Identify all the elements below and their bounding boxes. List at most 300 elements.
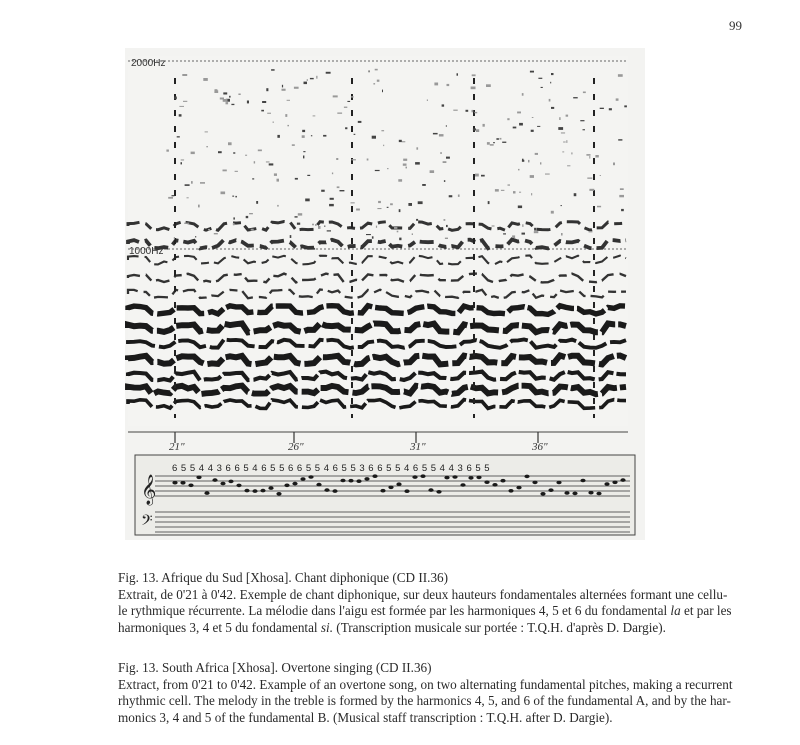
noise-speck [274,173,277,176]
noise-speck [486,84,491,87]
noise-speck [483,124,485,127]
noise-speck [168,197,173,199]
noise-speck [285,114,287,117]
note-head [300,477,305,481]
noise-speck [354,134,356,135]
noise-speck [574,193,577,196]
noise-speck [427,100,428,101]
noise-speck [277,135,280,138]
noise-speck [246,216,249,218]
noise-speck [528,160,530,163]
noise-speck [550,82,551,84]
noise-speck [613,163,615,166]
noise-speck [327,230,331,231]
noise-speck [472,110,474,112]
noise-speck [321,190,325,192]
noise-speck [198,205,200,208]
noise-speck [315,224,317,226]
note-head [596,492,601,496]
noise-speck [518,206,522,209]
noise-speck [166,150,169,152]
noise-speck [277,205,279,207]
noise-speck [179,106,184,107]
noise-speck [540,162,541,164]
noise-speck [541,87,543,88]
noise-speck [179,114,182,116]
freq-label-2000: 2000Hz [131,58,166,69]
noise-speck [519,123,523,126]
note-head [380,489,385,493]
noise-speck [600,175,601,176]
noise-speck [442,104,445,106]
noise-speck [398,179,402,182]
noise-speck [182,74,187,76]
caption-fr-line: harmoniques 3, 4 et 5 du fondamental si. (Transcription musicale sur portée : T.Q.H. d'après D. Dargie). [118,619,666,635]
noise-speck [403,159,407,161]
noise-speck [490,144,494,146]
noise-speck [595,155,598,158]
noise-speck [344,107,347,108]
noise-speck [382,90,383,93]
bass-clef-icon: 𝄢 [141,512,153,532]
noise-speck [235,171,238,172]
noise-speck [549,99,551,102]
noise-speck [316,76,317,79]
noise-speck [307,175,310,176]
noise-speck [408,203,412,206]
noise-speck [492,225,495,226]
note-head [292,482,297,486]
noise-speck [399,238,401,241]
noise-speck [369,70,370,72]
caption-fr-line: Extrait, de 0'21 à 0'42. Exemple de chant diphonique, sur deux hauteurs fondamentales alternées formant une cellu- [118,586,728,602]
noise-speck [177,136,180,137]
noise-speck [313,115,316,116]
noise-speck [390,203,393,205]
note-head [444,476,449,480]
noise-speck [518,169,520,171]
note-head [564,491,569,495]
noise-speck [444,180,445,182]
treble-clef-icon: 𝄞 [141,475,157,504]
time-label-21: 21" [169,441,185,453]
noise-speck [358,121,362,123]
noise-speck [475,174,479,177]
caption-french [118,570,738,636]
noise-speck [266,161,270,162]
noise-speck [200,182,205,184]
note-head [348,479,353,483]
note-head [572,492,577,496]
note-head [556,481,561,485]
note-head [236,484,241,488]
noise-speck [399,209,401,212]
noise-speck [618,74,623,77]
note-head [612,481,617,485]
noise-speck [430,170,435,173]
page-number: 99 [729,18,742,33]
noise-speck [397,231,399,233]
noise-speck [235,196,237,198]
noise-speck [503,233,506,234]
noise-speck [538,78,542,79]
noise-speck [295,216,298,217]
noise-speck [252,178,254,179]
noise-speck [522,93,524,96]
noise-speck [332,173,333,175]
noise-speck [366,234,371,235]
noise-speck [373,83,375,84]
noise-speck [184,223,189,224]
noise-speck [583,129,586,130]
noise-speck [233,217,235,219]
note-head [180,481,185,485]
noise-speck [351,202,355,203]
noise-speck [589,231,593,232]
noise-speck [247,101,249,104]
noise-speck [534,231,539,233]
noise-speck [530,175,534,178]
noise-speck [174,237,175,240]
noise-speck [402,141,406,142]
noise-speck [303,156,304,159]
noise-speck [481,175,485,177]
noise-speck [305,199,310,202]
noise-speck [347,101,350,102]
noise-speck [415,162,420,165]
noise-speck [532,117,534,118]
noise-speck [181,159,184,160]
caption-en-line: Extract, from 0'21 to 0'42. Example of an overtone song, on two alternating fundamental pitches, making a recurrent [118,676,733,692]
noise-speck [399,140,402,142]
noise-speck [303,151,305,152]
noise-speck [294,87,299,89]
noise-speck [496,138,499,140]
noise-speck [537,126,540,127]
noise-speck [324,226,325,227]
noise-speck [457,73,459,75]
noise-speck [473,128,476,130]
note-head [460,483,465,487]
noise-speck [446,225,448,227]
noise-speck [534,228,536,231]
time-label-36: 36" [532,441,548,453]
note-head [620,478,625,482]
noise-speck [587,178,592,179]
noise-speck [205,131,208,132]
note-head [252,489,257,493]
note-head [212,478,217,482]
note-head [484,480,489,484]
noise-speck [326,72,331,74]
caption-english [118,660,738,726]
noise-speck [531,193,532,195]
noise-speck [406,167,408,169]
noise-speck [530,71,534,73]
noise-speck [589,156,590,159]
noise-speck [323,135,326,137]
noise-speck [488,201,490,204]
noise-speck [228,142,232,145]
noise-speck [562,151,564,152]
note-head [548,488,553,492]
noise-speck [302,135,305,138]
note-head [588,491,593,495]
noise-speck [502,142,506,143]
caption-en-title: Fig. 13. South Africa [Xhosa]. Overtone singing (CD II.36) [118,660,432,675]
noise-speck [495,189,499,192]
note-head [404,489,409,493]
note-head [364,477,369,481]
noise-speck [223,92,227,94]
noise-speck [508,184,511,185]
noise-speck [310,78,314,79]
noise-speck [185,184,190,186]
noise-speck [618,139,622,140]
noise-speck [277,179,280,182]
note-head [356,479,361,483]
noise-speck [187,197,189,198]
note-head [476,476,481,480]
noise-speck [172,195,175,196]
note-head [396,482,401,486]
noise-speck [330,198,334,200]
note-head [260,489,265,493]
noise-speck [233,152,235,153]
noise-speck [445,238,448,239]
noise-speck [507,118,509,120]
noise-speck [474,112,477,113]
noise-speck [238,94,240,96]
note-head [412,475,417,479]
noise-speck [493,142,495,143]
noise-speck [403,164,407,166]
noise-speck [381,130,384,131]
noise-speck [372,136,376,139]
noise-speck [254,161,255,163]
noise-speck [446,125,447,126]
noise-speck [551,73,554,75]
noise-speck [203,78,208,81]
noise-speck [282,85,283,88]
noise-speck [261,110,264,112]
spectrogram-figure [125,48,645,540]
noise-speck [372,236,374,238]
note-head [276,492,281,496]
note-head [324,488,329,492]
noise-speck [517,112,521,114]
noise-speck [375,69,378,71]
note-head [188,484,193,488]
note-head [524,475,529,479]
noise-speck [307,79,308,81]
noise-speck [229,96,231,98]
note-head [516,486,521,490]
caption-fr-title: Fig. 13. Afrique du Sud [Xhosa]. Chant diphonique (CD II.36) [118,570,449,585]
noise-speck [231,104,234,105]
note-head [196,476,201,480]
noise-speck [206,146,208,147]
noise-speck [501,190,505,191]
noise-speck [558,127,563,130]
noise-speck [297,223,300,225]
noise-speck [287,125,289,126]
noise-speck [351,96,354,97]
noise-speck [583,92,586,94]
noise-speck [589,189,594,191]
noise-speck [376,226,377,228]
note-head [580,479,585,483]
noise-speck [336,158,338,160]
noise-speck [333,95,338,97]
noise-speck [619,195,624,197]
noise-speck [304,82,308,85]
noise-speck [290,235,292,238]
noise-speck [531,130,534,132]
note-head [508,489,513,493]
noise-speck [566,115,569,117]
noise-speck [522,160,524,162]
noise-speck [267,113,271,114]
noise-speck [266,88,268,91]
noise-speck [559,117,560,120]
noise-speck [471,87,476,90]
noise-speck [573,97,578,98]
noise-speck [561,233,563,236]
noise-speck [600,108,604,109]
noise-speck [218,151,222,153]
noise-speck [181,162,183,164]
noise-speck [551,211,554,214]
noise-speck [567,165,570,166]
noise-speck [453,110,457,111]
noise-speck [312,224,314,226]
caption-fr-line: le rythmique récurrente. La mélodie dans l'aigu est formée par les harmoniques 4, 5 et 6 du fondamental la et par les [118,603,732,619]
noise-speck [446,157,450,159]
noise-speck [340,190,345,191]
noise-speck [195,236,196,238]
note-head [204,491,209,495]
note-head [268,486,273,490]
caption-en-line: rhythmic cell. The melody in the treble is formed by the harmonics 4, 5, and 6 of the fundamental A, and by the har- [118,693,731,709]
time-label-26: 26" [288,441,304,453]
noise-speck [375,170,380,171]
noise-speck [208,229,210,230]
noise-speck [620,188,624,190]
noise-speck [416,147,418,149]
note-head [604,482,609,486]
noise-speck [394,227,397,229]
noise-speck [624,105,627,107]
noise-speck [443,161,447,163]
noise-speck [174,97,177,100]
note-head [532,481,537,485]
noise-speck [191,181,193,184]
noise-speck [566,140,567,143]
noise-speck [500,138,502,140]
noise-speck [458,195,460,197]
noise-speck [412,233,413,235]
noise-speck [223,170,227,172]
noise-speck [513,127,517,129]
noise-speck [318,226,321,229]
caption-en-line: monics 3, 4 and 5 of the fundamental B. (Musical staff transcription : T.Q.H. after D. Dargie). [118,709,613,725]
noise-speck [433,133,438,135]
note-head [284,484,289,488]
noise-speck [621,209,624,211]
note-head [372,474,377,478]
noise-speck [351,159,356,160]
noise-speck [522,224,523,227]
note-head [244,489,249,493]
noise-speck [378,201,381,203]
noise-speck [597,206,601,208]
noise-speck [215,89,218,91]
noise-speck [512,235,515,238]
noise-speck [586,154,590,156]
note-head [316,483,321,487]
note-head [540,492,545,496]
noise-speck [571,152,572,154]
noise-speck [487,142,490,145]
noise-speck [377,208,381,209]
noise-speck [440,152,442,154]
noise-speck [183,101,187,102]
noise-speck [282,89,286,91]
noise-speck [609,108,612,110]
noise-speck [295,178,298,180]
noise-speck [287,100,290,101]
noise-speck [519,192,521,193]
noise-speck [387,168,388,169]
noise-speck [545,174,550,175]
note-head [500,479,505,483]
noise-speck [262,101,266,103]
noise-speck [256,201,258,204]
note-head [428,488,433,492]
note-head [308,475,313,479]
noise-speck [513,191,516,193]
noise-speck [233,223,235,225]
noise-speck [329,204,334,206]
noise-speck [298,213,302,215]
noise-speck [466,110,469,112]
noise-speck [258,150,262,152]
noise-speck [269,163,274,165]
noise-speck [434,83,438,86]
noise-speck [191,152,195,155]
noise-speck [418,201,423,204]
noise-speck [449,195,453,197]
noise-speck [337,113,342,114]
note-head [172,481,177,485]
note-head [436,490,441,494]
noise-speck [271,69,275,71]
noise-speck [563,142,566,143]
noise-speck [245,155,247,156]
noise-speck [535,153,538,155]
noise-speck [249,213,253,214]
noise-speck [377,80,380,82]
note-head [228,480,233,484]
harmonic-numbers: 6 5 5 4 4 3 6 6 5 4 6 5 5 6 6 5 5 4 6 5 5 3 6 6 5 5 4 6 5 5 4 4 3 6 5 5 [172,463,491,474]
noise-speck [345,127,347,129]
noise-speck [387,207,389,208]
freq-label-1000: 1000Hz [129,246,164,257]
noise-speck [416,219,418,221]
noise-speck [292,144,295,146]
note-head [340,479,345,483]
